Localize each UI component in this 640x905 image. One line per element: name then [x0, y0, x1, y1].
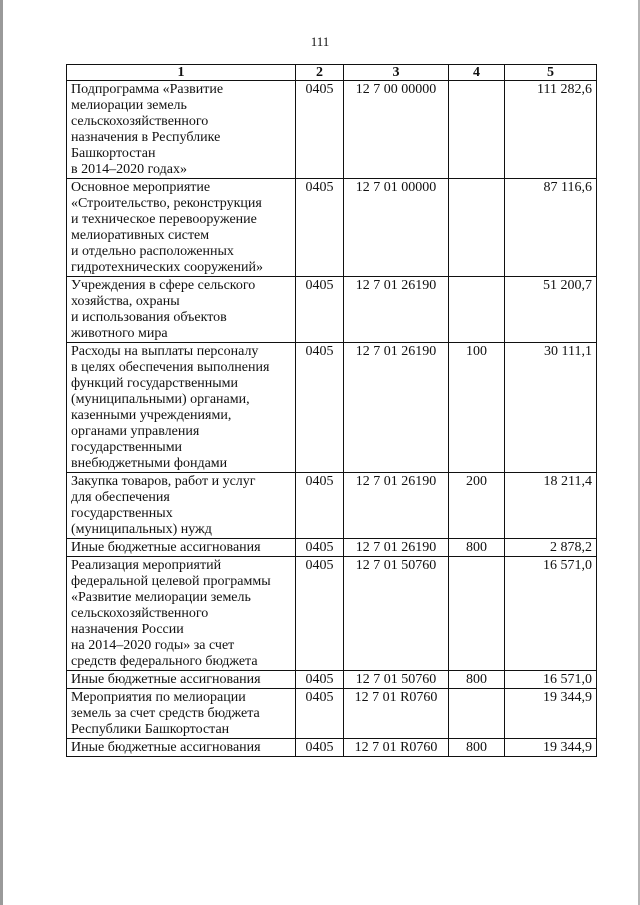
table-row: [67, 473, 597, 539]
row-target-article: 12 7 01 R0760: [344, 689, 449, 739]
table-row: [67, 671, 597, 689]
row-target-article: 12 7 01 26190: [344, 277, 449, 343]
table-row: [67, 179, 597, 277]
row-section: 0405: [296, 557, 344, 671]
row-amount: 30 111,1: [505, 343, 597, 473]
table-row: [67, 343, 597, 473]
row-amount: 16 571,0: [505, 557, 597, 671]
table-row: [67, 277, 597, 343]
row-name: Иные бюджетные ассигнования: [67, 671, 296, 689]
row-expense-type: 800: [449, 539, 505, 557]
row-section: 0405: [296, 539, 344, 557]
row-expense-type: [449, 557, 505, 671]
header-row: [67, 65, 597, 81]
row-section: 0405: [296, 689, 344, 739]
row-section: 0405: [296, 81, 344, 179]
row-name: Расходы на выплаты персоналу в целях обеспечения выполнения функций государственными (муниципальными) органами, казенными учреждениями, органами управления государственными внебюджетными фондами: [67, 343, 296, 473]
row-expense-type: [449, 81, 505, 179]
header-cell-target-article: 3: [344, 65, 449, 81]
row-amount: 87 116,6: [505, 179, 597, 277]
header-cell-name: 1: [67, 65, 296, 81]
page-number: 111: [310, 34, 330, 49]
row-name: Иные бюджетные ассигнования: [67, 539, 296, 557]
row-name: Мероприятия по мелиорации земель за счет средств бюджета Республики Башкортостан: [67, 689, 296, 739]
header-cell-section: 2: [296, 65, 344, 81]
row-section: 0405: [296, 179, 344, 277]
table-row: [67, 539, 597, 557]
row-amount: 51 200,7: [505, 277, 597, 343]
row-target-article: 12 7 01 26190: [344, 539, 449, 557]
row-amount: 2 878,2: [505, 539, 597, 557]
row-amount: 19 344,9: [505, 739, 597, 757]
row-amount: 18 211,4: [505, 473, 597, 539]
row-name: Закупка товаров, работ и услуг для обеспечения государственных (муниципальных) нужд: [67, 473, 296, 539]
row-expense-type: [449, 277, 505, 343]
row-target-article: 12 7 01 R0760: [344, 739, 449, 757]
row-amount: 111 282,6: [505, 81, 597, 179]
header-cell-expense-type: 4: [449, 65, 505, 81]
table-row: [67, 81, 597, 179]
row-expense-type: 100: [449, 343, 505, 473]
row-section: 0405: [296, 473, 344, 539]
row-name: Иные бюджетные ассигнования: [67, 739, 296, 757]
row-section: 0405: [296, 277, 344, 343]
row-name: Подпрограмма «Развитие мелиорации земель сельскохозяйственного назначения в Республике Башкортостан в 2014–2020 годах»: [67, 81, 296, 179]
row-target-article: 12 7 01 26190: [344, 343, 449, 473]
row-section: 0405: [296, 739, 344, 757]
row-expense-type: 200: [449, 473, 505, 539]
row-target-article: 12 7 01 50760: [344, 557, 449, 671]
row-name: Основное мероприятие «Строительство, реконструкция и техническое перевооружение мелиоративных систем и отдельно расположенных гидротехнических сооружений»: [67, 179, 296, 277]
row-amount: 16 571,0: [505, 671, 597, 689]
row-target-article: 12 7 01 50760: [344, 671, 449, 689]
row-expense-type: [449, 689, 505, 739]
row-name: Учреждения в сфере сельского хозяйства, охраны и использования объектов животного мира: [67, 277, 296, 343]
row-section: 0405: [296, 343, 344, 473]
scan-edge-left: [0, 0, 3, 905]
row-expense-type: 800: [449, 671, 505, 689]
header-cell-amount: 5: [505, 65, 597, 81]
row-target-article: 12 7 01 00000: [344, 179, 449, 277]
row-target-article: 12 7 00 00000: [344, 81, 449, 179]
row-amount: 19 344,9: [505, 689, 597, 739]
row-target-article: 12 7 01 26190: [344, 473, 449, 539]
table-row: [67, 689, 597, 739]
table-row: [67, 739, 597, 757]
table-row: [67, 557, 597, 671]
row-name: Реализация мероприятий федеральной целевой программы «Развитие мелиорации земель сельскохозяйственного назначения России на 2014–2020 годы» за счет средств федерального бюджета: [67, 557, 296, 671]
budget-table: [66, 64, 597, 757]
row-section: 0405: [296, 671, 344, 689]
row-expense-type: 800: [449, 739, 505, 757]
row-expense-type: [449, 179, 505, 277]
